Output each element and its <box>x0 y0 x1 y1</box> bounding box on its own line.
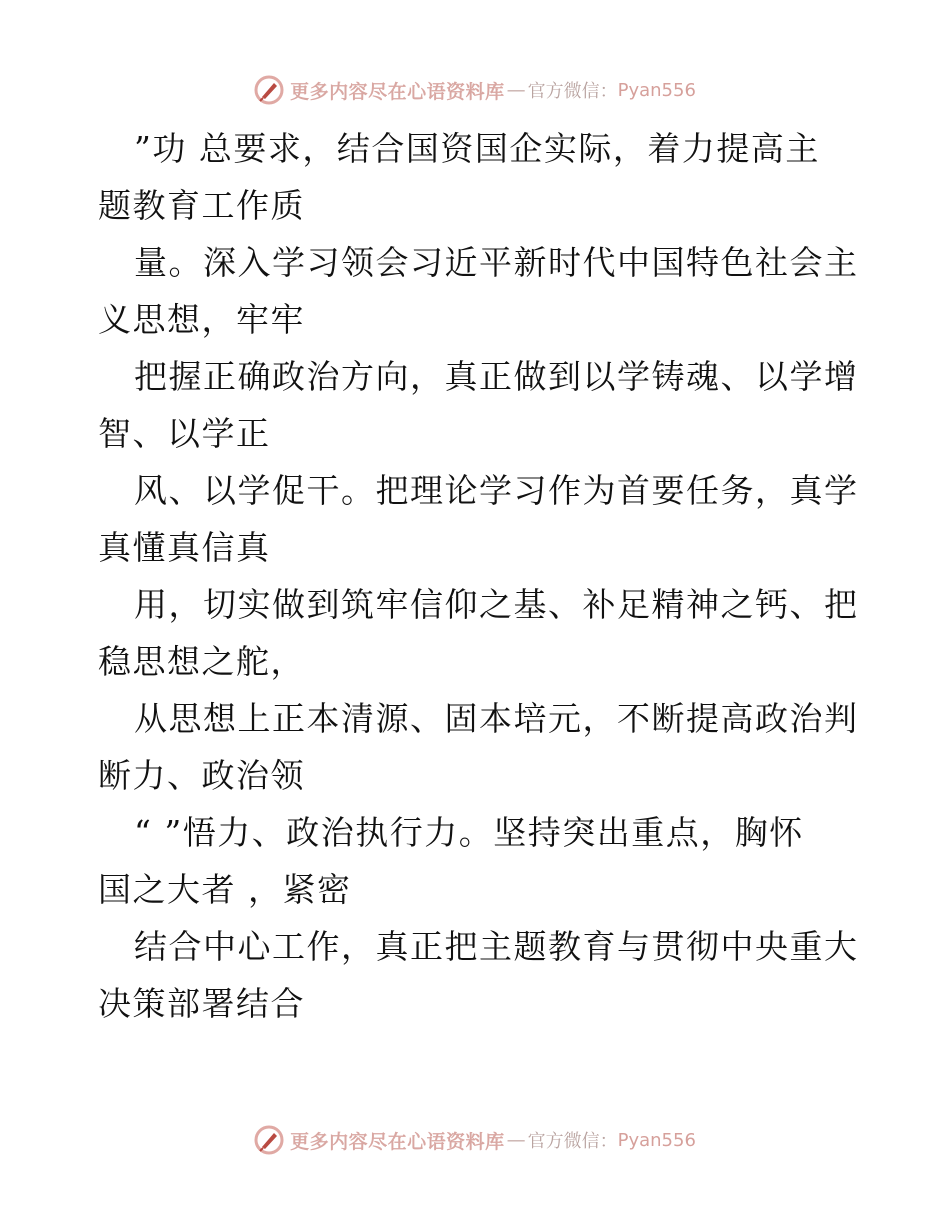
paragraph-line: 国之大者 ，紧密 <box>98 870 352 909</box>
paragraph-line: 决策部署结合 <box>98 984 305 1023</box>
document-body <box>98 120 858 1032</box>
paragraph-line: 从思想上正本清源、固本培元，不断提高政治判 <box>134 699 859 738</box>
paragraph <box>98 576 858 690</box>
watermark-handle: Pyan556 <box>617 79 696 101</box>
footer-watermark <box>0 1120 950 1160</box>
paragraph-line: “ ”悟力、政治执行力。坚持突出重点，胸怀 <box>134 813 804 852</box>
paragraph-line: 智、以学正 <box>98 414 271 453</box>
paragraph-line: 题教育工作质 <box>98 186 305 225</box>
paragraph-line: 风、以学促干。把理论学习作为首要任务，真学 <box>134 471 859 510</box>
quill-logo-icon <box>254 1125 284 1155</box>
quill-logo-icon <box>254 75 284 105</box>
header-watermark <box>0 70 950 110</box>
paragraph-line: 断力、政治领 <box>98 756 305 795</box>
paragraph <box>98 804 858 918</box>
watermark-title: 更多内容尽在心语资料库 <box>290 1130 505 1153</box>
watermark-handle: Pyan556 <box>617 1129 696 1151</box>
paragraph-line: 量。深入学习领会习近平新时代中国特色社会主 <box>134 243 859 282</box>
paragraph-line: 用，切实做到筑牢信仰之基、补足精神之钙、把 <box>134 585 859 624</box>
paragraph <box>98 690 858 804</box>
watermark-title: 更多内容尽在心语资料库 <box>290 80 505 103</box>
paragraph-line: 真懂真信真 <box>98 528 271 567</box>
watermark-subtitle: 官方微信： <box>527 1131 618 1152</box>
watermark-dash: — <box>506 1129 526 1151</box>
paragraph <box>98 348 858 462</box>
paragraph-line: 把握正确政治方向，真正做到以学铸魂、以学增 <box>134 357 859 396</box>
paragraph <box>98 462 858 576</box>
paragraph <box>98 234 858 348</box>
paragraph-line: 稳思想之舵， <box>98 642 305 681</box>
watermark-dash: — <box>506 79 526 101</box>
paragraph <box>98 120 858 234</box>
paragraph-line: 结合中心工作，真正把主题教育与贯彻中央重大 <box>134 927 859 966</box>
paragraph-line: ”功 总要求，结合国资国企实际，着力提高主 <box>134 129 820 168</box>
watermark-subtitle: 官方微信： <box>527 81 618 102</box>
paragraph-line: 义思想，牢牢 <box>98 300 305 339</box>
paragraph <box>98 918 858 1032</box>
